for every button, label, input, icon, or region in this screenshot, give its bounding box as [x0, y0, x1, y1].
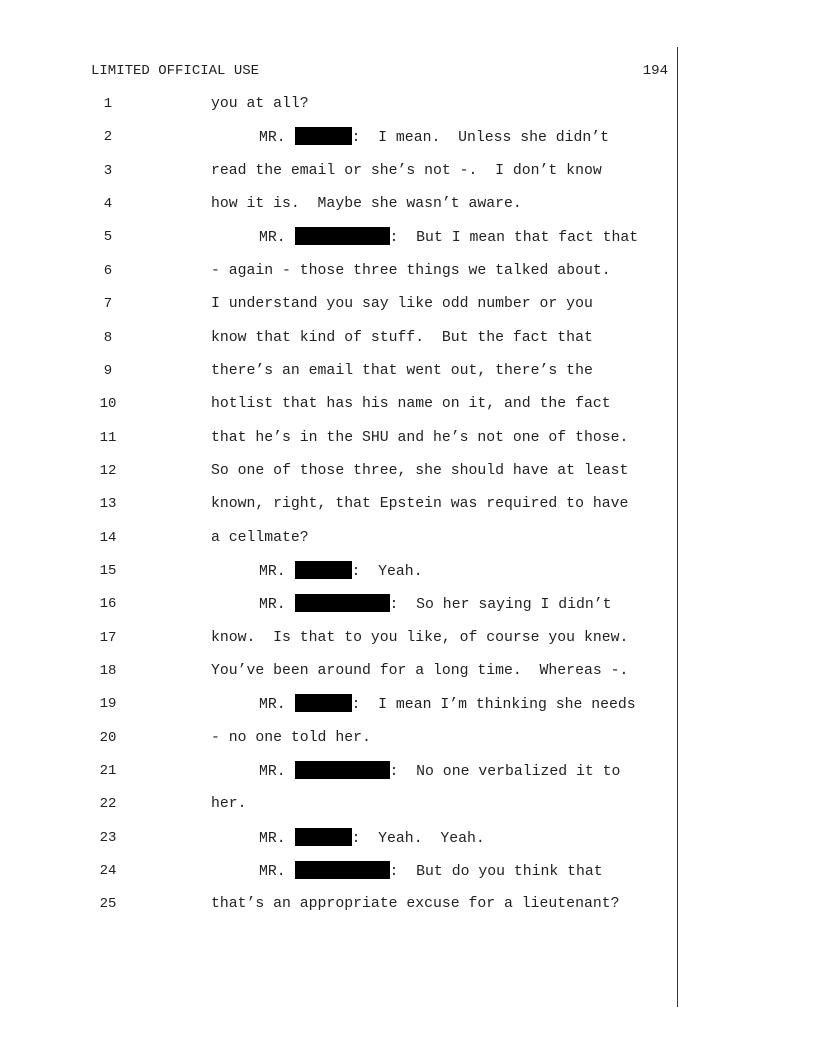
transcript-line: [0, 628, 816, 648]
speaker-line: [259, 694, 636, 715]
line-number: 22: [99, 796, 117, 813]
speaker-statement: : No one verbalized it to: [389, 764, 621, 780]
line-number: 25: [99, 896, 117, 913]
line-number: 5: [103, 229, 113, 246]
transcript-line: [0, 594, 816, 614]
speaker-prefix: MR.: [259, 597, 295, 614]
transcript-line: [0, 561, 816, 581]
line-number: 20: [99, 729, 117, 746]
speaker-line: [259, 828, 485, 849]
transcript-line: [0, 194, 816, 214]
speaker-line: [259, 861, 603, 882]
line-number: 2: [103, 129, 113, 146]
line-number: 17: [99, 629, 117, 646]
transcript-line: [0, 161, 816, 181]
transcript-line: [0, 728, 816, 748]
transcript-line: [0, 94, 816, 114]
line-text: that he’s in the SHU and he’s not one of those.: [211, 429, 629, 446]
transcript-line: [0, 361, 816, 381]
line-text: read the email or she’s not -. I don’t know: [211, 162, 602, 179]
line-number: 3: [103, 162, 113, 179]
speaker-prefix: MR.: [259, 697, 295, 714]
redaction-box: [295, 828, 352, 846]
line-number: 23: [99, 829, 117, 846]
transcript-line: [0, 894, 816, 914]
speaker-statement: : Yeah. Yeah.: [351, 830, 485, 847]
transcript-line: [0, 294, 816, 314]
transcript-line: [0, 428, 816, 448]
line-number: 12: [99, 462, 117, 479]
speaker-line: [259, 594, 612, 615]
line-text: you at all?: [211, 96, 309, 112]
line-text: I understand you say like odd number or you: [211, 296, 593, 313]
speaker-prefix: MR.: [259, 130, 295, 147]
redaction-box: [295, 227, 390, 245]
line-text: So one of those three, she should have at least: [211, 462, 629, 479]
speaker-statement: : So her saying I didn’t: [389, 597, 612, 614]
line-number: 10: [99, 396, 117, 413]
transcript-line: [0, 794, 816, 814]
line-text: that’s an appropriate excuse for a lieutenant?: [211, 896, 620, 913]
transcript-line: [0, 494, 816, 514]
speaker-prefix: MR.: [259, 764, 295, 780]
line-number: 18: [99, 663, 117, 679]
line-text: You’ve been around for a long time. Whereas -.: [211, 663, 629, 679]
line-text: hotlist that has his name on it, and the fact: [211, 396, 611, 413]
transcript-line: [0, 694, 816, 714]
redaction-box: [295, 694, 352, 712]
speaker-prefix: MR.: [259, 230, 295, 247]
redaction-box: [295, 861, 390, 879]
speaker-statement: : I mean I’m thinking she needs: [351, 697, 636, 714]
speaker-prefix: MR.: [259, 563, 295, 580]
line-number: 8: [103, 329, 113, 346]
redaction-box: [295, 594, 390, 612]
speaker-prefix: MR.: [259, 864, 295, 881]
speaker-statement: : But I mean that fact that: [389, 230, 639, 247]
transcript-line: [0, 227, 816, 247]
transcript-line: [0, 828, 816, 848]
classification-header: LIMITED OFFICIAL USE: [91, 63, 260, 79]
line-text: know. Is that to you like, of course you knew.: [211, 629, 629, 646]
line-number: 4: [103, 196, 113, 213]
line-text: - again - those three things we talked about.: [211, 262, 611, 279]
speaker-line: [259, 227, 638, 248]
transcript-line: [0, 261, 816, 281]
line-text: a cellmate?: [211, 529, 309, 546]
transcript-line: [0, 861, 816, 881]
line-number: 9: [103, 362, 113, 379]
line-number: 1: [103, 96, 113, 112]
line-text: known, right, that Epstein was required to have: [211, 496, 629, 513]
redaction-box: [295, 561, 352, 579]
speaker-statement: : I mean. Unless she didn’t: [351, 130, 610, 147]
line-text: know that kind of stuff. But the fact that: [211, 329, 593, 346]
transcript-line: [0, 127, 816, 147]
speaker-statement: : But do you think that: [389, 864, 603, 881]
line-number: 16: [99, 596, 117, 613]
speaker-statement: : Yeah.: [351, 563, 423, 580]
transcript-line: [0, 328, 816, 348]
transcript-line: [0, 528, 816, 548]
line-number: 13: [99, 496, 117, 513]
speaker-line: [259, 561, 423, 582]
page-number: 194: [642, 63, 668, 79]
transcript-line: [0, 394, 816, 414]
line-number: 11: [99, 429, 117, 446]
line-number: 6: [103, 262, 113, 279]
redaction-box: [295, 761, 390, 779]
line-number: 24: [99, 863, 117, 880]
redaction-box: [295, 127, 352, 145]
speaker-line: [259, 761, 620, 782]
line-text: how it is. Maybe she wasn’t aware.: [211, 196, 522, 213]
line-text: her.: [211, 796, 247, 813]
line-number: 14: [99, 529, 117, 546]
transcript-line: [0, 661, 816, 681]
speaker-prefix: MR.: [259, 830, 295, 847]
line-number: 7: [103, 296, 113, 313]
transcript-line: [0, 761, 816, 781]
line-number: 19: [99, 696, 117, 713]
speaker-line: [259, 127, 609, 148]
line-number: 15: [99, 562, 117, 579]
transcript-line: [0, 461, 816, 481]
line-number: 21: [99, 763, 117, 779]
line-text: there’s an email that went out, there’s the: [211, 362, 593, 379]
line-text: - no one told her.: [211, 729, 371, 746]
